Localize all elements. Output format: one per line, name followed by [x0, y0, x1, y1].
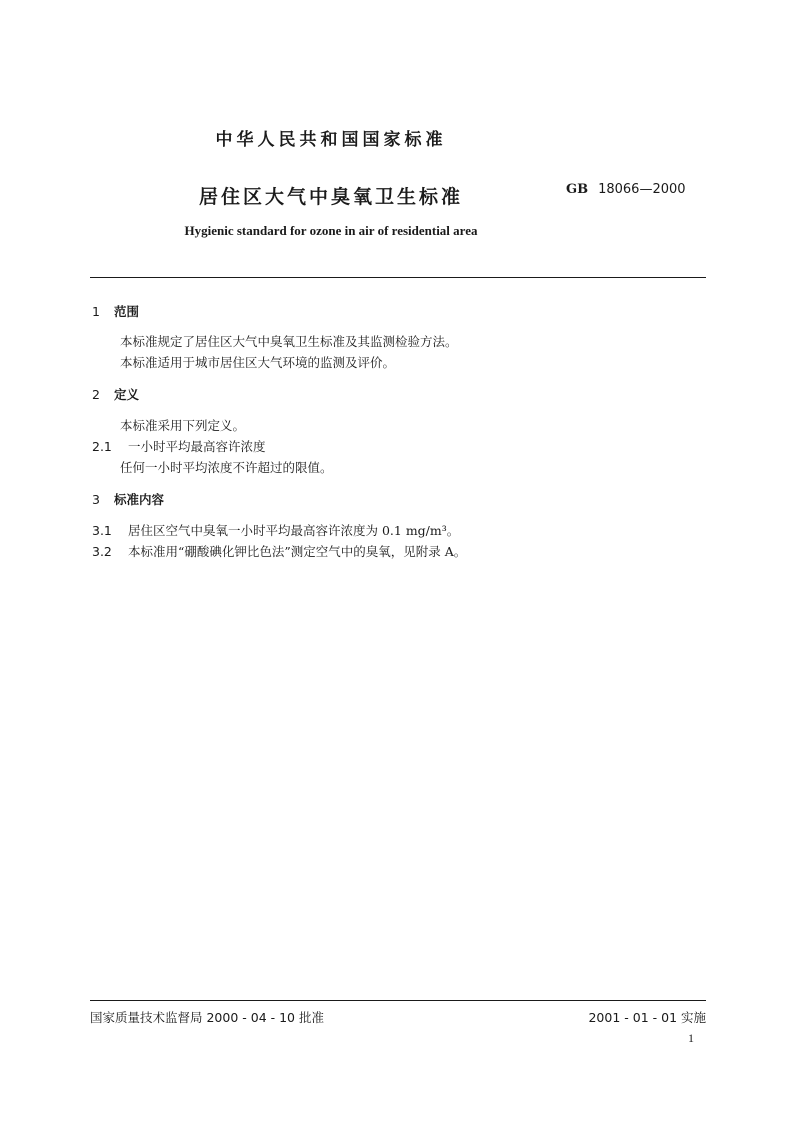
clause-2-1 — [92, 437, 266, 455]
footer-divider — [90, 1000, 706, 1001]
section-1-paragraph-2: 本标准适用于城市居住区大气环境的监测及评价。 — [120, 355, 396, 370]
header-divider — [90, 277, 706, 278]
section-3-title: 标准内容 — [114, 492, 165, 507]
section-1-title: 范围 — [114, 304, 140, 319]
section-2-title: 定义 — [114, 387, 140, 402]
clause-3-2-text: 本标准用“硼酸碘化钾比色法”测定空气中的臭氧，见附录 A。 — [128, 544, 467, 559]
clause-3-1 — [92, 521, 459, 539]
section-3-heading — [92, 490, 164, 508]
page-number: 1 — [688, 1031, 694, 1045]
clause-2-1-number: 2.1 — [92, 439, 112, 454]
clause-2-1-term: 一小时平均最高容许浓度 — [128, 439, 266, 454]
english-title: Hygienic standard for ozone in air of residential area — [184, 223, 478, 238]
section-1-number: 1 — [92, 304, 100, 319]
approval-line: 国家质量技术监督局 2000 - 04 - 10 批准 — [90, 1010, 324, 1025]
section-3-number: 3 — [92, 492, 100, 507]
section-2-paragraph-1: 本标准采用下列定义。 — [120, 418, 246, 433]
clause-3-1-text: 居住区空气中臭氧一小时平均最高容许浓度为 0.1 mg/m³。 — [128, 523, 460, 538]
implementation-line: 2001 - 01 - 01 实施 — [588, 1010, 706, 1025]
section-2-heading — [92, 385, 139, 403]
clause-3-1-number: 3.1 — [92, 523, 112, 538]
section-2-number: 2 — [92, 387, 100, 402]
clause-3-2 — [92, 542, 466, 560]
clause-2-1-definition: 任何一小时平均浓度不许超过的限值。 — [120, 460, 333, 475]
national-standard-heading: 中华人民共和国国家标准 — [215, 130, 447, 150]
section-1-heading — [92, 302, 139, 320]
document-title: 居住区大气中臭氧卫生标准 — [198, 186, 463, 208]
gb-prefix: GB — [566, 182, 589, 197]
section-1-paragraph-1: 本标准规定了居住区大气中臭氧卫生标准及其监测检验方法。 — [120, 334, 458, 349]
standard-code — [566, 182, 686, 197]
gb-number: 18066—2000 — [598, 182, 686, 197]
clause-3-2-number: 3.2 — [92, 544, 112, 559]
